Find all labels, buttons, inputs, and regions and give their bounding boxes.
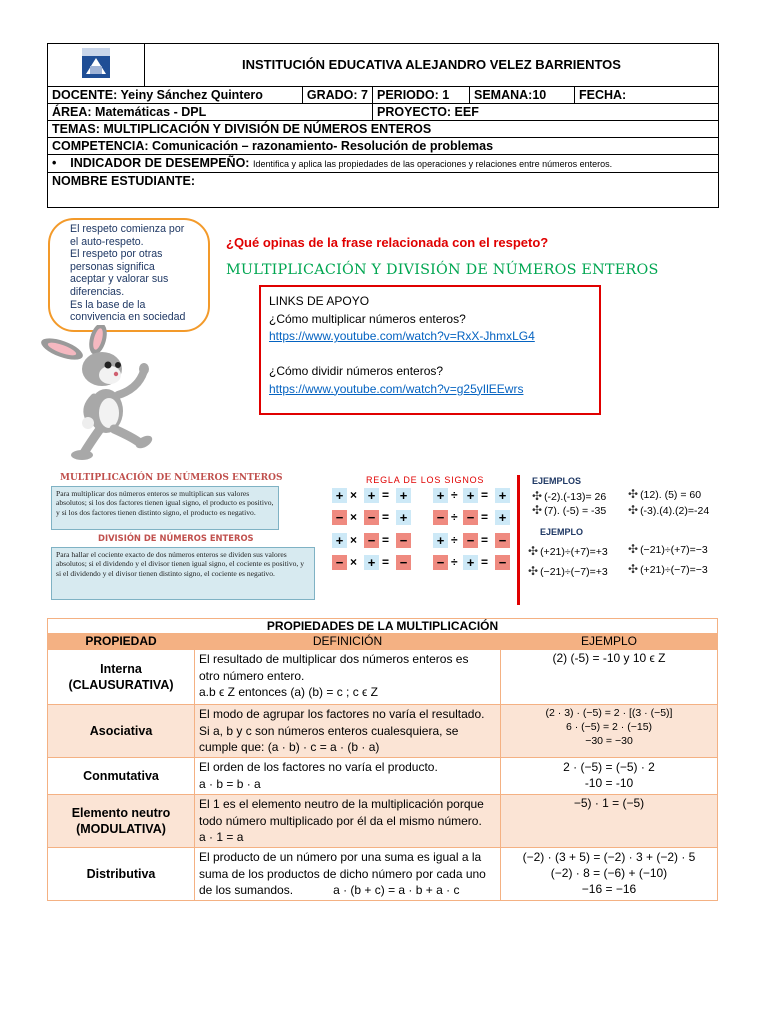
property-name: Asociativa — [48, 705, 195, 758]
op-times: × — [350, 488, 358, 502]
sign-plus: + — [396, 488, 411, 503]
table-row — [48, 758, 718, 795]
op-divide: ÷ — [451, 510, 458, 524]
cross-bullet-icon: ✣ — [528, 544, 539, 558]
signs-rule-title: REGLA DE LOS SIGNOS — [366, 475, 485, 485]
cross-bullet-icon: ✣ — [528, 564, 539, 578]
op-equals: = — [481, 510, 489, 524]
example-mul-2: ✣ (12). (5) = 60 — [628, 487, 702, 501]
property-name: Elemento neutro (MODULATIVA) — [48, 795, 195, 848]
semana-cell: SEMANA:10 — [470, 87, 575, 104]
temas-cell: TEMAS: MULTIPLICACIÓN Y DIVISIÓN DE NÚMEROS ENTEROS — [48, 121, 719, 138]
property-example: (−2) · (3 + 5) = (−2) · 3 + (−2) · 5 (−2) · 8 = (−6) + (−10) −16 = −16 — [501, 848, 718, 901]
table-row — [48, 650, 718, 705]
property-definition: El 1 es el elemento neutro de la multiplicación porque todo número multiplicado por él da el mismo número. a · 1 = a — [195, 795, 501, 848]
bubble-line: el auto-respeto. — [70, 235, 144, 248]
col-header-ejemplo: EJEMPLO — [501, 634, 718, 650]
indicador-cell — [48, 155, 719, 173]
sign-plus: + — [495, 488, 510, 503]
institution-name: INSTITUCIÓN EDUCATIVA ALEJANDRO VELEZ BARRIENTOS — [145, 44, 719, 87]
support-links-box — [259, 285, 601, 415]
sign-plus: + — [364, 555, 379, 570]
grado-cell: GRADO: 7 — [302, 87, 372, 104]
sign-minus: − — [332, 510, 347, 525]
indicador-label: INDICADOR DE DESEMPEÑO: — [70, 156, 250, 170]
respect-question: ¿Qué opinas de la frase relacionada con el respeto? — [226, 235, 549, 250]
bubble-line: Es la base de la — [70, 298, 146, 311]
property-definition: El resultado de multiplicar dos números enteros es otro número entero. a.b ϵ Z entonces (a) (b) = c ; c ϵ Z — [195, 650, 501, 705]
example-mul-4: ✣ (-3).(4).(2)=-24 — [628, 503, 710, 517]
sign-plus: + — [332, 488, 347, 503]
bullet-icon: • — [52, 156, 71, 170]
cross-bullet-icon: ✣ — [628, 562, 639, 576]
op-equals: = — [382, 488, 390, 502]
sign-minus: − — [364, 533, 379, 548]
header-table — [47, 43, 719, 208]
sign-minus: − — [396, 555, 411, 570]
property-example: −5) · 1 = (−5) — [501, 795, 718, 848]
op-equals: = — [481, 555, 489, 569]
nombre-estudiante-field[interactable]: NOMBRE ESTUDIANTE: — [48, 173, 719, 208]
link-question-1: ¿Cómo multiplicar números enteros? — [269, 311, 466, 326]
youtube-link-multiplicar[interactable]: https://www.youtube.com/watch?v=RxX-JhmxLG4 — [269, 329, 535, 343]
cross-bullet-icon: ✣ — [532, 503, 543, 517]
example-div-4: ✣ (+21)÷(−7)=−3 — [628, 562, 708, 576]
table-row — [48, 848, 718, 901]
cross-bullet-icon: ✣ — [628, 487, 639, 501]
property-definition: El orden de los factores no varía el producto. a · b = b · a — [195, 758, 501, 795]
op-equals: = — [481, 488, 489, 502]
sign-minus: − — [495, 555, 510, 570]
property-name: Distributiva — [48, 848, 195, 901]
sign-minus: − — [463, 510, 478, 525]
links-heading: LINKS DE APOYO — [269, 294, 370, 308]
property-example: 2 · (−5) = (−5) · 2 -10 = -10 — [501, 758, 718, 795]
example-div-2: ✣ (−21)÷(+7)=−3 — [628, 542, 708, 556]
cross-bullet-icon: ✣ — [532, 489, 543, 503]
ejemplos-title: EJEMPLOS — [532, 476, 582, 486]
fecha-cell: FECHA: — [575, 87, 719, 104]
sign-minus: − — [332, 555, 347, 570]
properties-table — [47, 618, 718, 901]
division-rule-text: Para hallar el cociente exacto de dos números enteros se dividen sus valores absolutos; si el dividendo y el divisor tienen igual signo, el cociente es positivo, y si el dividendo y el divisor tienen distinto signo, el cociente es negativo. — [51, 547, 315, 600]
op-times: × — [350, 510, 358, 524]
bubble-line: diferencias. — [70, 285, 125, 298]
op-times: × — [350, 533, 358, 547]
sign-minus: − — [433, 510, 448, 525]
op-equals: = — [382, 533, 390, 547]
col-header-definicion: DEFINICIÓN — [195, 634, 501, 650]
properties-title: PROPIEDADES DE LA MULTIPLICACIÓN — [48, 619, 718, 634]
sign-plus: + — [332, 533, 347, 548]
example-div-1: ✣ (+21)÷(+7)=+3 — [528, 544, 608, 558]
table-row — [48, 705, 718, 758]
rabbit-icon — [40, 325, 156, 465]
proyecto-cell: PROYECTO: EEF — [373, 104, 719, 121]
area-cell: ÁREA: Matemáticas - DPL — [48, 104, 373, 121]
link-question-2: ¿Cómo dividir números enteros? — [269, 364, 444, 378]
op-divide: ÷ — [451, 533, 458, 547]
ejemplo-title: EJEMPLO — [540, 527, 584, 537]
bubble-line: convivencia en sociedad — [70, 311, 186, 324]
op-times: × — [350, 555, 358, 569]
vertical-divider — [517, 475, 520, 605]
property-example: (2 · 3) · (−5) = 2 · [(3 · (−5)] 6 · (−5) = 2 · (−15) −30 = −30 — [501, 705, 718, 758]
op-equals: = — [481, 533, 489, 547]
example-mul-3: ✣ (7). (-5) = -35 — [532, 503, 607, 517]
sign-minus: − — [495, 533, 510, 548]
sign-plus: + — [396, 510, 411, 525]
sign-plus: + — [364, 488, 379, 503]
division-rule-title: DIVISIÓN DE NÚMEROS ENTEROS — [98, 533, 254, 543]
sign-minus: − — [433, 555, 448, 570]
example-div-3: ✣ (−21)÷(−7)=+3 — [528, 564, 608, 578]
school-logo-icon — [76, 44, 116, 82]
property-name: Conmutativa — [48, 758, 195, 795]
property-definition: El producto de un número por una suma es igual a la suma de los productos de dicho número por cada uno de los sumandos. a · (b + c) = a · b + a · c — [195, 848, 501, 901]
sign-plus: + — [433, 533, 448, 548]
multiplication-rule-title: MULTIPLICACIÓN DE NÚMEROS ENTEROS — [60, 473, 283, 483]
multiplication-rule-text: Para multiplicar dos números enteros se multiplican sus valores absolutos; si los dos factores tienen igual signo, el producto es positivo, y si los dos factores tienen distinto signo, el producto es negativo. — [51, 486, 279, 530]
speech-bubble — [48, 218, 210, 332]
youtube-link-dividir[interactable]: https://www.youtube.com/watch?v=g25yIlEEwrs — [269, 381, 524, 396]
op-equals: = — [382, 555, 390, 569]
property-definition: El modo de agrupar los factores no varía el resultado. Si a, b y c son números enteros cualesquiera, se cumple que: (a · b) · c = a · (b · a) — [195, 705, 501, 758]
example-mul-1: ✣ (-2).(-13)= 26 — [532, 489, 607, 503]
op-divide: ÷ — [451, 555, 458, 569]
sign-minus: − — [463, 533, 478, 548]
sign-plus: + — [463, 488, 478, 503]
bubble-line: El respeto por otras — [70, 248, 163, 261]
op-divide: ÷ — [451, 488, 458, 502]
property-example: (2) (-5) = -10 y 10 ϵ Z — [501, 650, 718, 705]
sign-minus: − — [364, 510, 379, 525]
cross-bullet-icon: ✣ — [628, 542, 639, 556]
competencia-cell: COMPETENCIA: Comunicación – razonamiento- Resolución de problemas — [48, 138, 719, 155]
sign-plus: + — [463, 555, 478, 570]
property-name: Interna (CLAUSURATIVA) — [48, 650, 195, 705]
sign-plus: + — [433, 488, 448, 503]
sign-plus: + — [495, 510, 510, 525]
docente-cell: DOCENTE: Yeiny Sánchez Quintero — [48, 87, 303, 104]
main-title: MULTIPLICACIÓN Y DIVISIÓN DE NÚMEROS ENTEROS — [226, 262, 659, 278]
bubble-line: El respeto comienza por — [70, 223, 185, 235]
cross-bullet-icon: ✣ — [628, 503, 639, 517]
bubble-line: personas significa — [70, 260, 155, 273]
bubble-line: aceptar y valorar sus — [70, 273, 169, 286]
op-equals: = — [382, 510, 390, 524]
col-header-propiedad: PROPIEDAD — [48, 634, 195, 650]
school-logo-cell — [48, 44, 145, 87]
indicador-text: Identifica y aplica las propiedades de las operaciones y relaciones entre números enteros. — [252, 159, 613, 169]
sign-minus: − — [396, 533, 411, 548]
periodo-cell: PERIODO: 1 — [373, 87, 470, 104]
table-row — [48, 795, 718, 848]
